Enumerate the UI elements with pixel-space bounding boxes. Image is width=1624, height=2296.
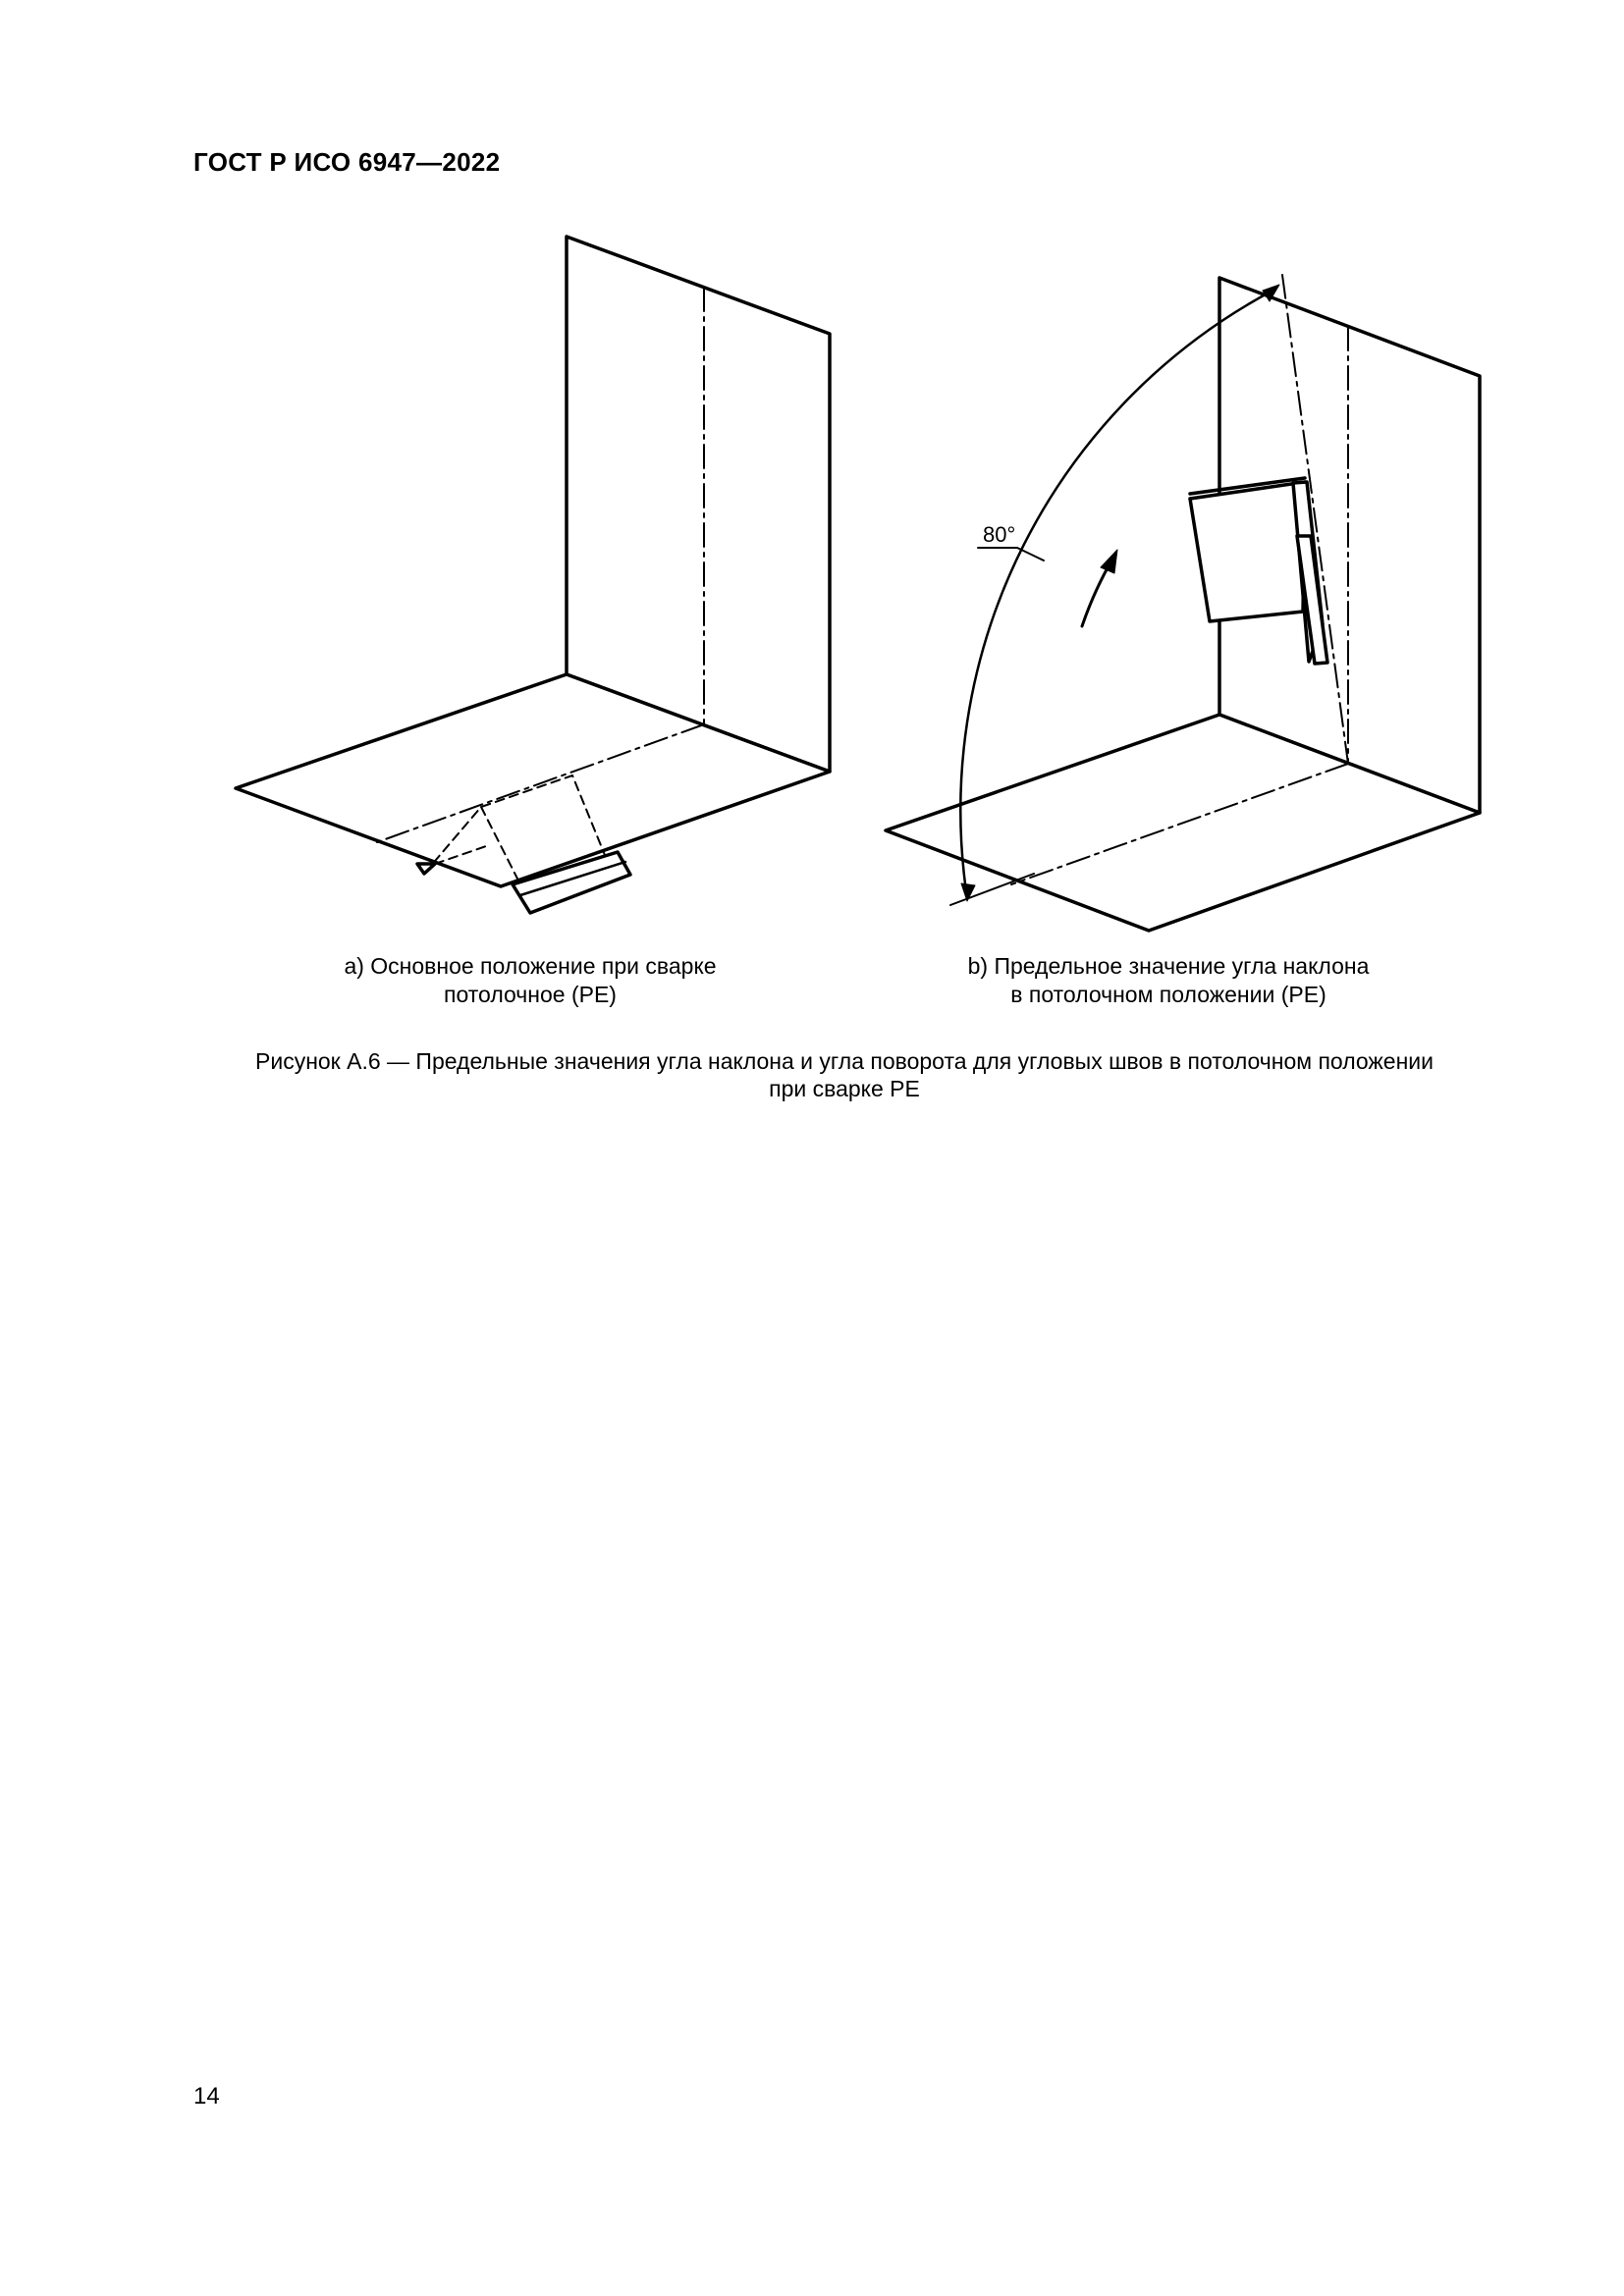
subfigure-a-caption-line1: a) Основное положение при сварке	[344, 953, 717, 979]
angle-label: 80°	[983, 522, 1016, 547]
document-header: ГОСТ Р ИСО 6947—2022	[193, 147, 501, 177]
subfigure-a-drawing	[236, 237, 830, 913]
figure-caption	[157, 1047, 1532, 1102]
figure-caption-line2: при сварке PE	[769, 1076, 920, 1101]
figure-a6-drawing	[0, 0, 1624, 982]
torch-heel-a	[417, 864, 435, 874]
torch-body-b	[1190, 482, 1305, 621]
subfigure-a-caption	[255, 952, 805, 1009]
figure-caption-line1: Рисунок А.6 — Предельные значения угла наклона и угла поворота для угловых швов в потолочном положении	[255, 1048, 1434, 1074]
rotation-arrowhead-b	[1101, 550, 1117, 573]
page-number: 14	[193, 2083, 220, 2109]
subfigure-b-drawing	[886, 275, 1480, 931]
subfigure-b-caption-line1: b) Предельное значение угла наклона	[967, 953, 1370, 979]
subfigure-b-caption	[893, 952, 1443, 1009]
subfigure-b-caption-line2: в потолочном положении (PE)	[1010, 982, 1326, 1007]
arc-arrowhead-bottom	[961, 883, 975, 901]
subfigure-a-caption-line2: потолочное (PE)	[444, 982, 617, 1007]
bottom-plate-a	[236, 674, 830, 886]
angle-leader-b	[978, 548, 1044, 561]
